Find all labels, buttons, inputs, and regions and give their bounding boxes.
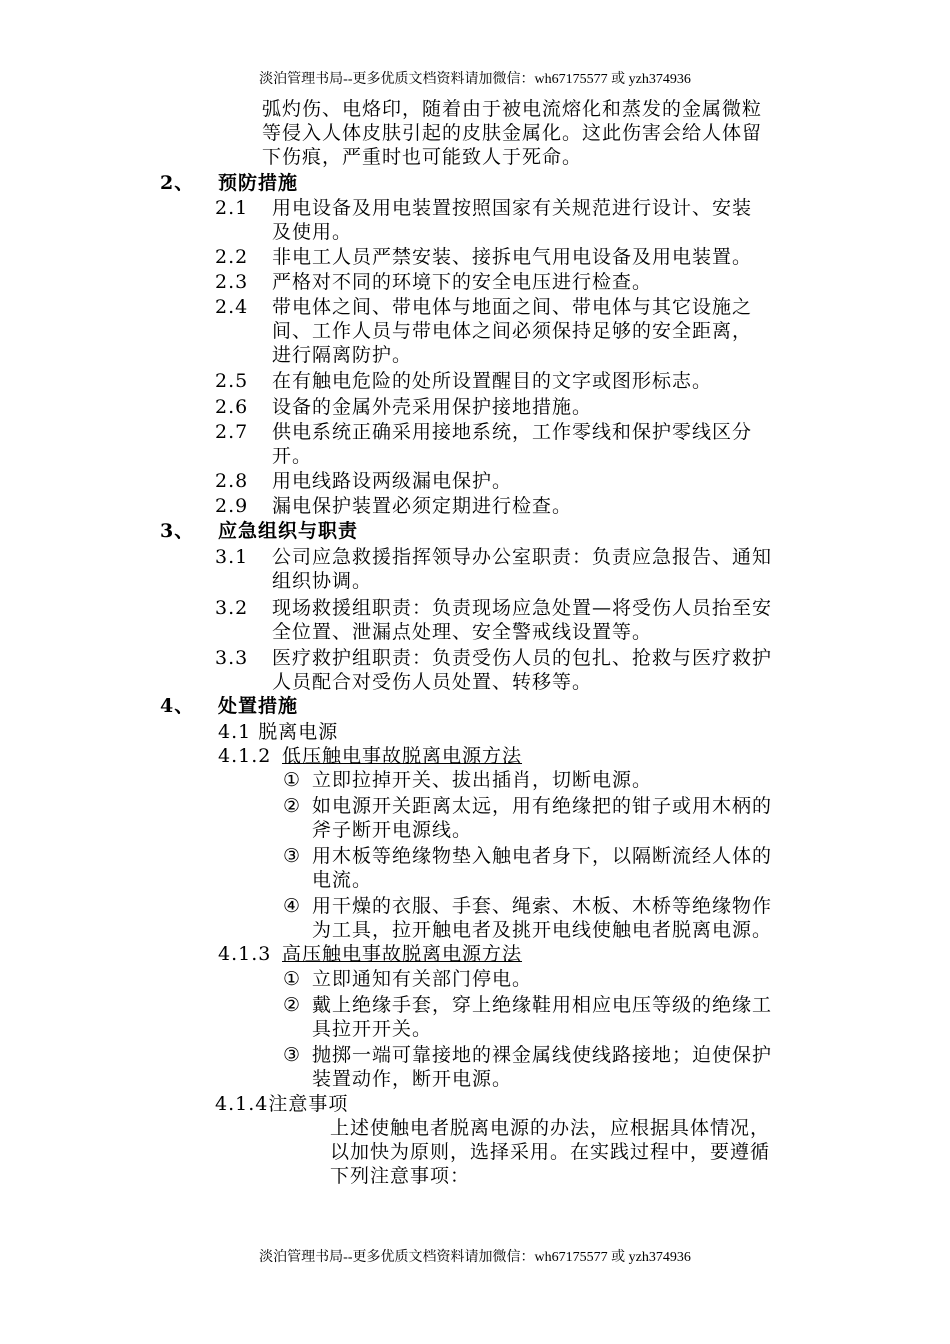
subsection-title: 高压触电事故脱离电源方法 (282, 943, 523, 965)
list-marker: ③ (283, 845, 302, 867)
list-marker: ③ (283, 1044, 302, 1066)
item-number: 2.2 (215, 246, 249, 268)
item-text: 组织协调。 (272, 570, 373, 592)
list-item-text: 具拉开开关。 (312, 1018, 433, 1040)
list-item-text: 抛掷一端可靠接地的裸金属线使线路接地；迫使保护 (312, 1044, 773, 1066)
section-number: 4、 (160, 695, 195, 717)
list-marker: ① (283, 769, 302, 791)
item-text: 供电系统正确采用接地系统，工作零线和保护零线区分 (272, 421, 753, 443)
item-number: 3.1 (215, 546, 249, 568)
item-number: 2.7 (215, 421, 249, 443)
paragraph-line: 下列注意事项： (330, 1165, 471, 1187)
item-text: 全位置、泄漏点处理、安全警戒线设置等。 (272, 621, 653, 643)
item-number: 2.1 (215, 197, 249, 219)
list-item-text: 立即通知有关部门停电。 (312, 968, 533, 990)
section-title: 预防措施 (218, 172, 299, 194)
intro-line: 等侵入人体皮肤引起的皮肤金属化。这此伤害会给人体留 (262, 122, 763, 144)
section-number: 3、 (160, 520, 195, 542)
list-item-text: 装置动作，断开电源。 (312, 1068, 513, 1090)
item-number: 2.3 (215, 271, 249, 293)
paragraph-line: 以加快为原则，选择采用。在实践过程中，要遵循 (330, 1141, 771, 1163)
list-item-text: 立即拉掉开关、拔出插肖，切断电源。 (312, 769, 653, 791)
list-item-text: 用干燥的衣服、手套、绳索、木板、木桥等绝缘物作 (312, 895, 773, 917)
list-item-text: 戴上绝缘手套，穿上绝缘鞋用相应电压等级的绝缘工 (312, 994, 773, 1016)
list-item-text: 为工具，拉开触电者及挑开电线使触电者脱离电源。 (312, 919, 773, 941)
list-marker: ① (283, 968, 302, 990)
item-text: 用电设备及用电装置按照国家有关规范进行设计、安装 (272, 197, 753, 219)
item-text: 在有触电危险的处所设置醒目的文字或图形标志。 (272, 370, 713, 392)
item-number: 2.4 (215, 296, 249, 318)
item-text: 用电线路设两级漏电保护。 (272, 470, 513, 492)
intro-line: 下伤痕，严重时也可能致人于死命。 (262, 146, 583, 168)
list-marker: ② (283, 994, 302, 1016)
item-text: 及使用。 (272, 221, 353, 243)
section-number: 2、 (160, 172, 195, 194)
item-text: 设备的金属外壳采用保护接地措施。 (272, 396, 593, 418)
list-item-text: 用木板等绝缘物垫入触电者身下，以隔断流经人体的 (312, 845, 773, 867)
item-number: 2.8 (215, 470, 249, 492)
list-item-text: 电流。 (312, 869, 373, 891)
section-title: 处置措施 (218, 695, 299, 717)
page-footer: 淡泊管理书局--更多优质文档资料请加微信：wh67175577 或 yzh374936 (259, 1250, 691, 1265)
item-text: 非电工人员严禁安装、接拆电气用电设备及用电装置。 (272, 246, 753, 268)
subsection-title: 低压触电事故脱离电源方法 (282, 745, 523, 767)
subsection-title: 4.1 脱离电源 (218, 721, 339, 743)
item-text: 漏电保护装置必须定期进行检查。 (272, 495, 573, 517)
item-number: 2.9 (215, 495, 249, 517)
item-text: 现场救援组职责：负责现场应急处置—将受伤人员抬至安 (272, 597, 773, 619)
intro-line: 弧灼伤、电烙印，随着由于被电流熔化和蒸发的金属微粒 (262, 98, 763, 120)
item-text: 公司应急救援指挥领导办公室职责：负责应急报告、通知 (272, 546, 773, 568)
subsection-number: 4.1.3 (218, 943, 272, 965)
item-number: 2.6 (215, 396, 249, 418)
item-text: 带电体之间、带电体与地面之间、带电体与其它设施之 (272, 296, 753, 318)
item-text: 严格对不同的环境下的安全电压进行检查。 (272, 271, 653, 293)
item-text: 医疗救护组职责：负责受伤人员的包扎、抢救与医疗救护 (272, 647, 773, 669)
list-item-text: 斧子断开电源线。 (312, 819, 473, 841)
item-number: 3.3 (215, 647, 249, 669)
item-text: 开。 (272, 445, 313, 467)
subsection-title: 4.1.4注意事项 (215, 1093, 349, 1115)
page-header: 淡泊管理书局--更多优质文档资料请加微信：wh67175577 或 yzh374936 (259, 72, 691, 87)
item-text: 进行隔离防护。 (272, 344, 413, 366)
list-marker: ④ (283, 895, 302, 917)
subsection-number: 4.1.2 (218, 745, 272, 767)
item-number: 3.2 (215, 597, 249, 619)
list-item-text: 如电源开关距离太远，用有绝缘把的钳子或用木柄的 (312, 795, 773, 817)
item-text: 间、工作人员与带电体之间必须保持足够的安全距离， (272, 320, 753, 342)
item-text: 人员配合对受伤人员处置、转移等。 (272, 671, 593, 693)
paragraph-line: 上述使触电者脱离电源的办法，应根据具体情况， (330, 1117, 771, 1139)
section-title: 应急组织与职责 (218, 520, 359, 542)
item-number: 2.5 (215, 370, 249, 392)
list-marker: ② (283, 795, 302, 817)
